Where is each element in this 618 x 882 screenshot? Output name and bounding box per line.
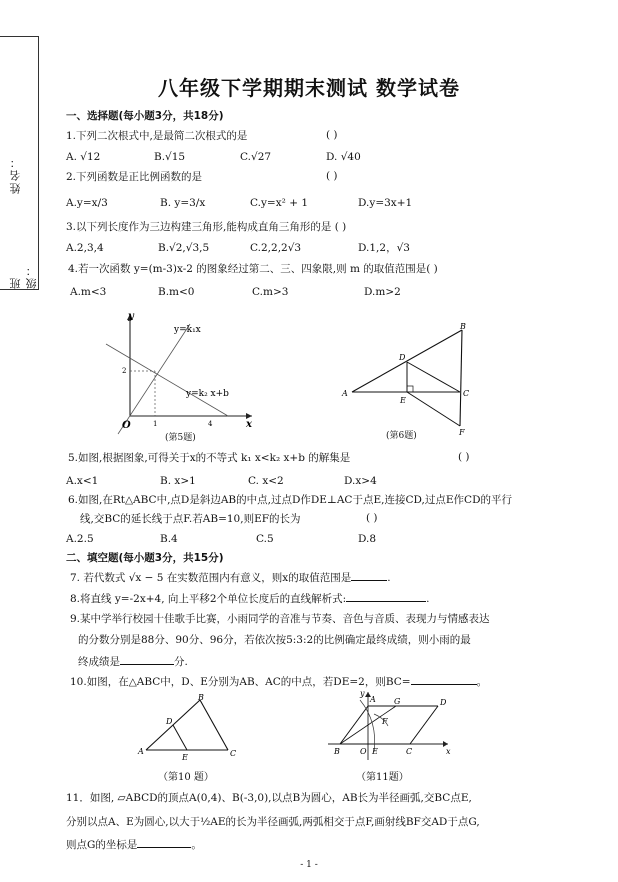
question-9: 9.某中学举行校园十佳歌手比赛，小雨同学的音准与节奏、音色与音质、表现力与情感表达 bbox=[70, 613, 490, 625]
point-label: C bbox=[463, 389, 470, 398]
figure-6-triangle bbox=[338, 320, 478, 438]
option-a: A.2.5 bbox=[66, 533, 94, 545]
figure-5-graph bbox=[100, 308, 270, 440]
option-c: C.√27 bbox=[240, 151, 272, 163]
question-3: 3.以下列长度作为三边构建三角形,能构成直角三角形的是 ( ) bbox=[66, 221, 347, 233]
tick-label: 1 bbox=[153, 420, 158, 428]
point-label: B bbox=[198, 693, 204, 702]
option-c: C.m>3 bbox=[252, 286, 289, 298]
option-c: C. x<2 bbox=[248, 475, 284, 487]
question-11-end-line bbox=[66, 837, 202, 852]
answer-paren: ( ) bbox=[326, 129, 338, 141]
option-c: C.5 bbox=[256, 533, 274, 545]
origin-label: O bbox=[360, 747, 367, 756]
point-label: D bbox=[399, 353, 406, 362]
origin-label: O bbox=[122, 420, 131, 431]
question-6: 6.如图,在Rt△ABC中,点D是斜边AB的中点,过点D作DE⊥AC于点E,连接CD,过点E作CD的平行 bbox=[68, 494, 513, 506]
question-9-cont: 的分数分别是88分、90分、96分，若依次按5:3:2的比例确定最终成绩，则小雨的最 bbox=[78, 634, 471, 646]
figure-11-parallelogram bbox=[322, 688, 458, 764]
answer-paren: ( ) bbox=[366, 512, 378, 524]
point-label: A bbox=[370, 695, 376, 704]
option-d: D.m>2 bbox=[364, 286, 401, 298]
question-11-cont: 分别以点A、E为圆心,以大于½AE的长为半径画弧,两弧相交于点F,画射线BF交AD于点G, bbox=[66, 816, 480, 828]
option-d: D.x>4 bbox=[344, 475, 377, 487]
option-a: A.x<1 bbox=[66, 475, 99, 487]
option-d: D.8 bbox=[358, 533, 377, 545]
question-1: 1.下列二次根式中,是最简二次根式的是 bbox=[66, 130, 248, 142]
answer-paren: ( ) bbox=[458, 451, 470, 463]
question-6-cont: 线,交BC的延长线于点F.若AB=10,则EF的长为 bbox=[80, 513, 301, 525]
option-c: C.y=x² + 1 bbox=[250, 197, 309, 209]
page-title: 八年级下学期期末测试 数学试卷 bbox=[158, 76, 460, 100]
point-label: E bbox=[182, 753, 188, 760]
question-8-text: 8.将直线 y=-2x+4, 向上平移2个单位长度后的直线解析式: bbox=[70, 593, 347, 605]
option-a: A.y=x/3 bbox=[66, 197, 108, 209]
section-heading-choice: 一、选择题(每小题3分，共18分) bbox=[66, 110, 224, 122]
figure-caption: (第5题) bbox=[165, 433, 196, 443]
option-d: D.y=3x+1 bbox=[358, 197, 413, 209]
line-y-k2x-b bbox=[106, 344, 228, 416]
option-b: B.m<0 bbox=[158, 286, 195, 298]
point-label: D bbox=[166, 717, 173, 726]
option-b: B. y=3/x bbox=[160, 197, 206, 209]
question-5: 5.如图,根据图象,可得关于x的不等式 k₁ x<k₂ x+b 的解集是 bbox=[68, 452, 351, 464]
question-11: 11．如图, ▱ABCD的顶点A(0,4)、B(-3,0),以点B为圆心，AB长为半径画弧,交BC点E, bbox=[66, 792, 472, 804]
option-d: D.1,2，√3 bbox=[358, 242, 410, 254]
tick-label: 4 bbox=[208, 420, 213, 428]
y-axis-label: y bbox=[360, 689, 365, 698]
option-c: C.2,2,2√3 bbox=[250, 242, 302, 254]
point-label: B bbox=[334, 747, 340, 756]
option-b: B.4 bbox=[160, 533, 178, 545]
point-label: G bbox=[394, 697, 401, 706]
question-10-text: 10.如图，在△ABC中，D、E分别为AB、AC的中点，若DE=2，则BC= bbox=[70, 676, 411, 688]
line-label: y=k₂ x+b bbox=[186, 389, 229, 399]
tick-label: 2 bbox=[122, 367, 127, 375]
point-label: B bbox=[460, 322, 466, 331]
point-label: E bbox=[372, 747, 378, 756]
answer-blank bbox=[351, 570, 387, 581]
point-label: F bbox=[459, 428, 465, 437]
question-4: 4.若一次函数 y=(m-3)x-2 的图象经过第二、三、四象限,则 m 的取值范围是( ) bbox=[68, 263, 438, 275]
point-label: A bbox=[342, 389, 348, 398]
page-number: - 1 - bbox=[300, 860, 318, 870]
figure-caption: （第10 题） bbox=[158, 772, 214, 783]
question-8 bbox=[70, 591, 429, 606]
point-label: D bbox=[440, 698, 447, 707]
answer-blank bbox=[120, 654, 174, 665]
option-d: D. √40 bbox=[326, 151, 361, 163]
answer-blank bbox=[346, 591, 426, 602]
point-label: E bbox=[400, 396, 406, 405]
question-9-end-line bbox=[78, 654, 188, 669]
figure-10-triangle bbox=[136, 692, 246, 760]
y-axis-label: y bbox=[128, 311, 134, 322]
option-a: A.2,3,4 bbox=[66, 242, 104, 254]
option-a: A. √12 bbox=[66, 151, 101, 163]
option-a: A.m<3 bbox=[70, 286, 107, 298]
figure-caption: （第11题） bbox=[356, 772, 409, 783]
point-label: C bbox=[406, 747, 413, 756]
x-axis-label: x bbox=[446, 747, 451, 756]
line-y-k1x bbox=[118, 324, 190, 434]
option-b: B.√15 bbox=[154, 151, 186, 163]
point-label: F bbox=[382, 717, 388, 726]
x-axis-label: x bbox=[246, 419, 252, 430]
question-7 bbox=[70, 570, 391, 585]
figure-caption: (第6题) bbox=[386, 431, 417, 441]
point-label: C bbox=[230, 749, 237, 758]
question-10 bbox=[70, 674, 487, 689]
option-b: B. x>1 bbox=[160, 475, 196, 487]
option-b: B.√2,√3,5 bbox=[158, 242, 210, 254]
section-heading-fill: 二、填空题(每小题3分，共15分) bbox=[66, 552, 224, 564]
answer-blank bbox=[137, 837, 191, 848]
question-7-text: 7. 若代数式 √x − 5 在实数范围内有意义，则x的取值范围是 bbox=[70, 572, 352, 584]
class-label: 班级： bbox=[9, 263, 38, 289]
line-label: y=k₁x bbox=[174, 325, 201, 335]
question-8-end: . bbox=[426, 593, 430, 605]
question-11-end: 。 bbox=[191, 839, 202, 851]
question-7-end: . bbox=[387, 572, 391, 584]
point-label: A bbox=[138, 747, 144, 756]
student-name-label: 姓名： bbox=[9, 155, 22, 194]
question-9-end: 分. bbox=[174, 656, 188, 668]
question-9-text: 终成绩是 bbox=[78, 656, 120, 668]
answer-paren: ( ) bbox=[326, 170, 338, 182]
question-2: 2.下列函数是正比例函数的是 bbox=[66, 171, 203, 183]
question-10-end: 。 bbox=[476, 676, 488, 688]
question-11-text: 则点G的坐标是 bbox=[66, 839, 138, 851]
answer-blank bbox=[411, 674, 477, 685]
